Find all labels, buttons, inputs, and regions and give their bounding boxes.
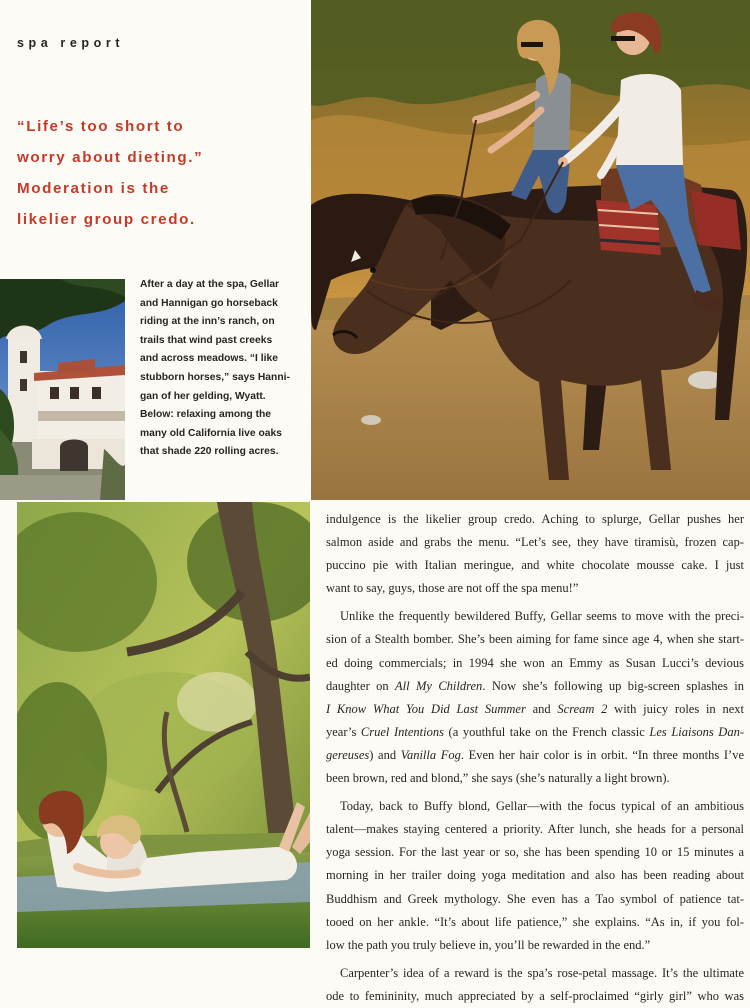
article-paragraph [326,795,744,957]
film-title: Cruel Intentions [360,724,444,739]
text-run: . Now she’s following up big-screen splashes in [482,678,744,693]
article-line: ed doing commercials; in 1994 she won an Emmy as Susan Lucci’s devious [326,655,744,670]
book-title: Les Liaisons Dan- [649,724,745,739]
article-line [326,698,744,721]
book-title: All My Children [395,678,483,693]
caption-line: and across meadows. “I like [140,353,278,365]
text-run: daughter on [326,678,396,693]
text-run: and [525,701,558,716]
article-paragraph [326,962,744,1008]
caption-line: stubborn horses,” says Hanni- [140,371,290,383]
article-line: been brown, red and blond,” she says (she’s naturally a light brown). [326,771,670,786]
pull-quote-line: “Life’s too short to [17,118,185,135]
text-run: ) and [369,747,401,762]
pull-quote-line: Moderation is the [17,180,170,197]
oak-tree-photo [17,502,310,948]
film-title: I Know What You Did Last Summer [326,701,526,716]
article-line [326,675,744,698]
text-run: (a youthful take on the French classic [443,724,650,739]
article-line: tooed on her ankle. “It’s about life patience,” she explains. “As in, if you fol- [326,914,744,929]
book-title: gereuses [326,747,370,762]
article-line: Unlike the frequently bewildered Buffy, Gellar seems to move with the preci- [340,609,744,624]
article-line: Today, back to Buffy blond, Gellar—with the focus typical of an ambitious [340,799,744,814]
article-line: want to say, guys, those are not off the spa menu!” [326,581,579,596]
article-line: salmon aside and grabs the menu. “Let’s see, they have tiramisù, frozen cap- [326,535,744,550]
article-line: morning in her trailer doing yoga meditation and also has been reading about [326,868,744,883]
article-line: sion of a Stealth bomber. She’s been aiming for fame since age 4, when she start- [326,632,744,647]
article-line: indulgence is the likelier group credo. Aching to splurge, Gellar pushes her [326,512,744,526]
article-line: ode to femininity, much appreciated by a self-proclaimed “girly girl” who was [326,988,744,1003]
text-run: . Even her hair color is in orbit. “In three months I’ve [460,747,744,762]
caption-line: and Hannigan go horseback [140,297,278,309]
article-paragraph [326,508,744,600]
horseback-riding-photo [311,0,750,500]
caption-line: many old California live oaks [140,427,282,439]
article-line: talent—makes staying centered a priority. After lunch, she heads for a personal [326,822,744,837]
article-paragraph [326,605,744,790]
film-title: Vanilla Fog [400,747,461,762]
article-line: low the path you truly believe in, you’ll be rewarded in the end.” [326,937,651,952]
pull-quote-line: worry about dieting.” [17,149,204,166]
article-line: puccino pie with Italian meringue, and white chocolate mousse cake. I just [326,558,744,573]
article-line [326,744,744,767]
caption-line: riding at the inn’s ranch, on [140,316,275,328]
article-line [326,721,744,744]
film-title: Scream 2 [557,701,608,716]
text-run: year’s [326,724,361,739]
article-line: yoga session. For the last year or so, she has been spending 10 or 15 minutes a [326,845,744,860]
caption-line: trails that wind past creeks [140,334,273,346]
article-line: Carpenter’s idea of a reward is the spa’s rose-petal massage. It’s the ultimate [340,965,744,980]
caption-line: that shade 220 rolling acres. [140,446,279,458]
photo-caption [140,276,310,462]
pull-quote [17,111,307,235]
villa-photo [0,279,125,500]
pull-quote-line: likelier group credo. [17,211,196,228]
caption-line: gan of her gelding, Wyatt. [140,390,266,402]
section-label: spa report [17,36,125,50]
article-line: Buddhism and Greek mythology. She even has a Tao symbol of patience tat- [326,891,744,906]
caption-line: Below: relaxing among the [140,409,272,421]
caption-line: After a day at the spa, Gellar [140,279,280,290]
article-body [326,508,744,1008]
text-run: with juicy roles in next [607,701,744,716]
